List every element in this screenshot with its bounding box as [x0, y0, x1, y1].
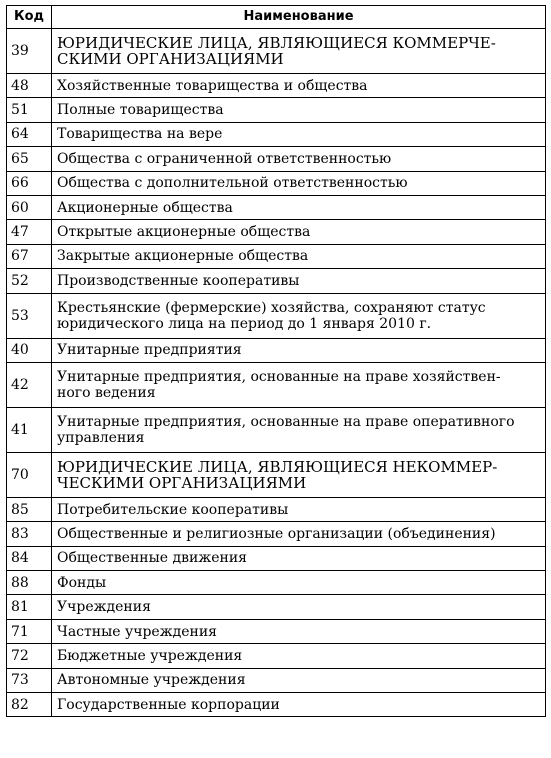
row-name-line: Общественные и религиозные организации (объединения) [57, 525, 496, 542]
row-code: 39 [7, 29, 52, 74]
table-row [7, 122, 546, 146]
table-row [7, 362, 546, 407]
row-name [52, 571, 546, 595]
table-row [7, 171, 546, 195]
row-code: 85 [7, 497, 52, 521]
table-row [7, 338, 546, 362]
table-body [7, 29, 546, 717]
row-name-line: Хозяйственные товарищества и общества [57, 77, 368, 94]
row-name [52, 522, 546, 546]
row-code: 81 [7, 595, 52, 619]
row-name-line: юридического лица на период до 1 января 2010 г. [57, 315, 432, 332]
table-row [7, 29, 546, 74]
row-name-line: ЧЕСКИМИ ОРГАНИЗАЦИЯМИ [57, 473, 307, 492]
row-name-line: Закрытые акционерные общества [57, 248, 309, 265]
row-name [52, 122, 546, 146]
row-code: 72 [7, 644, 52, 668]
row-name-line: Унитарные предприятия [57, 342, 242, 359]
row-code: 42 [7, 362, 52, 407]
row-name-line: ЮРИДИЧЕСКИЕ ЛИЦА, ЯВЛЯЮЩИЕСЯ НЕКОММЕР- [57, 457, 498, 476]
row-name [52, 595, 546, 619]
table-row [7, 407, 546, 452]
row-code: 53 [7, 293, 52, 338]
table-row [7, 644, 546, 668]
table-row [7, 269, 546, 293]
row-code: 88 [7, 571, 52, 595]
table-row [7, 668, 546, 692]
row-name-line: Учреждения [57, 599, 151, 616]
row-code: 83 [7, 522, 52, 546]
row-name [52, 338, 546, 362]
row-name [52, 29, 546, 74]
row-name [52, 619, 546, 643]
row-name-line: Унитарные предприятия, основанные на праве хозяйствен- [57, 368, 501, 385]
row-name-line: Крестьянские (фермерские) хозяйства, сохраняют статус [57, 299, 486, 316]
row-name [52, 147, 546, 171]
row-code: 60 [7, 195, 52, 219]
row-name [52, 195, 546, 219]
row-name [52, 269, 546, 293]
row-name-line: Унитарные предприятия, основанные на праве оперативного [57, 413, 515, 430]
row-name-line: Автономные учреждения [57, 672, 246, 689]
row-name [52, 497, 546, 521]
row-name [52, 244, 546, 268]
row-name-line: Бюджетные учреждения [57, 647, 243, 664]
row-code: 67 [7, 244, 52, 268]
row-code: 52 [7, 269, 52, 293]
column-header-name: Наименование [52, 6, 546, 29]
row-name [52, 362, 546, 407]
table-row [7, 497, 546, 521]
row-name-line: Акционерные общества [57, 199, 233, 216]
row-name-line: Общественные движения [57, 550, 247, 567]
table-row [7, 293, 546, 338]
column-header-code: Код [7, 6, 52, 29]
table-row [7, 244, 546, 268]
row-code: 84 [7, 546, 52, 570]
row-name-line: Частные учреждения [57, 623, 217, 640]
row-name [52, 98, 546, 122]
row-name-line: Общества с ограниченной ответственностью [57, 150, 392, 167]
table-row [7, 147, 546, 171]
row-code: 65 [7, 147, 52, 171]
table-row [7, 74, 546, 98]
row-name-line: Товарищества на вере [57, 126, 223, 143]
row-name [52, 407, 546, 452]
row-code: 41 [7, 407, 52, 452]
row-name-line: Открытые акционерные общества [57, 224, 311, 241]
row-name-line: Производственные кооперативы [57, 272, 300, 289]
row-code: 82 [7, 693, 52, 717]
row-name-line: Общества с дополнительной ответственностью [57, 175, 408, 192]
table-row [7, 195, 546, 219]
row-name [52, 668, 546, 692]
row-code: 48 [7, 74, 52, 98]
row-code: 64 [7, 122, 52, 146]
row-code: 51 [7, 98, 52, 122]
table-row [7, 693, 546, 717]
row-code: 66 [7, 171, 52, 195]
table-row [7, 571, 546, 595]
row-name [52, 74, 546, 98]
table-row [7, 452, 546, 497]
codes-table [6, 5, 546, 717]
row-name [52, 693, 546, 717]
row-name-line: Полные товарищества [57, 102, 224, 119]
row-code: 40 [7, 338, 52, 362]
row-code: 73 [7, 668, 52, 692]
row-code: 47 [7, 220, 52, 244]
row-name-line: ЮРИДИЧЕСКИЕ ЛИЦА, ЯВЛЯЮЩИЕСЯ КОММЕРЧЕ- [57, 34, 496, 52]
table-row [7, 98, 546, 122]
table-header-row [7, 6, 546, 29]
table-row [7, 546, 546, 570]
row-name [52, 171, 546, 195]
table-row [7, 522, 546, 546]
table-row [7, 220, 546, 244]
row-name-line: Государственные корпорации [57, 696, 280, 713]
table-row [7, 595, 546, 619]
row-name [52, 293, 546, 338]
row-name-line: ного ведения [57, 384, 156, 401]
table-row [7, 619, 546, 643]
row-name-line: управления [57, 429, 145, 446]
row-code: 71 [7, 619, 52, 643]
row-name-line: Потребительские кооперативы [57, 501, 289, 518]
row-name [52, 644, 546, 668]
row-name-line: Фонды [57, 574, 107, 591]
row-name [52, 220, 546, 244]
row-name [52, 452, 546, 497]
row-code: 70 [7, 452, 52, 497]
row-name-line: СКИМИ ОРГАНИЗАЦИЯМИ [57, 50, 284, 68]
row-name [52, 546, 546, 570]
